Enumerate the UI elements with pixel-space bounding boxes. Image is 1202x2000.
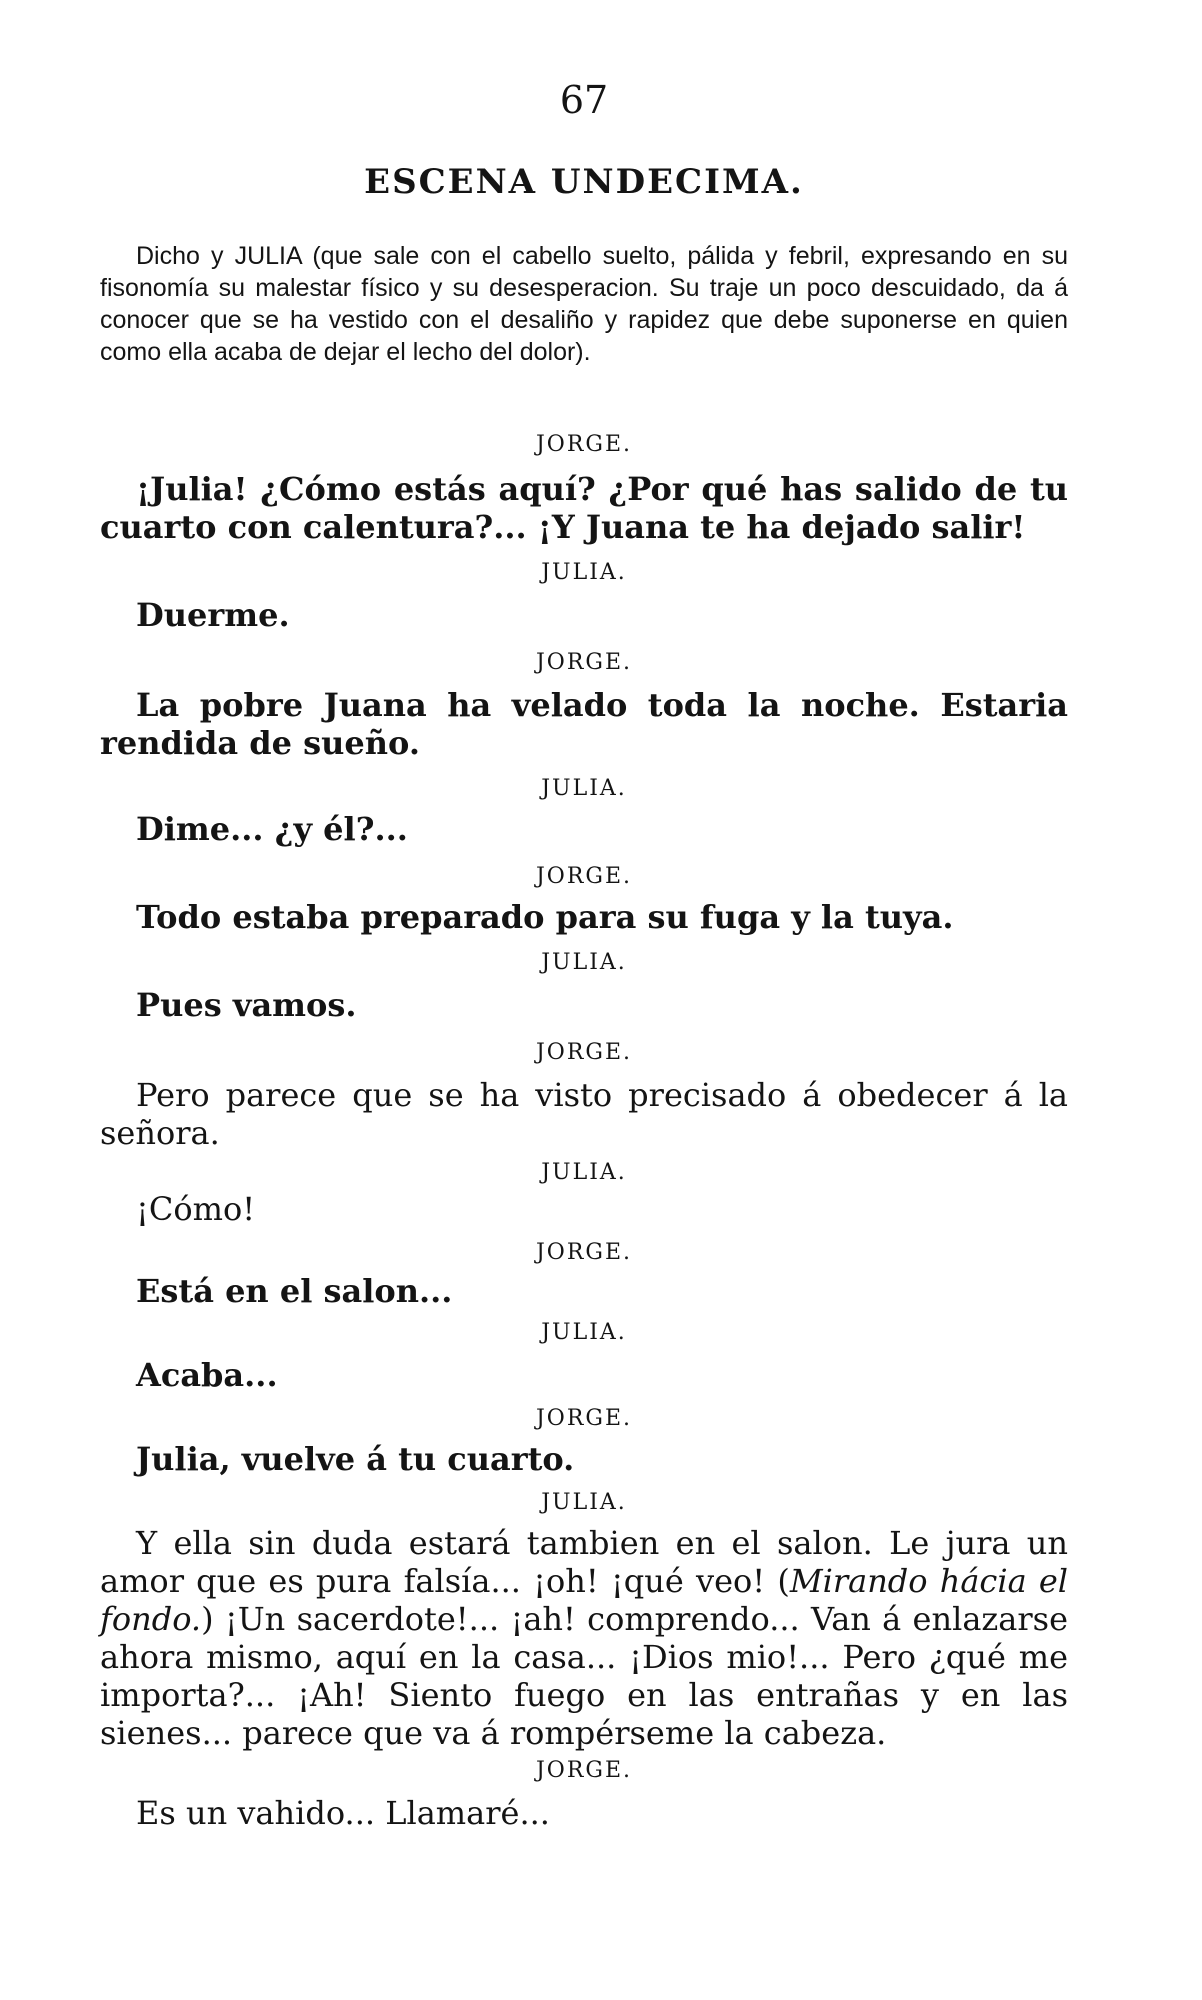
speaker-name: JORGE. <box>535 650 633 675</box>
dialogue-line: Duerme. <box>136 596 290 634</box>
page-number: 67 <box>559 78 609 122</box>
speaker-name: JULIA. <box>541 1490 627 1515</box>
speaker-name: JORGE. <box>535 864 633 889</box>
dialogue-line: ¡Cómo! <box>136 1190 256 1228</box>
speaker-name: JORGE. <box>535 1040 633 1065</box>
dialogue-line: Acaba... <box>136 1356 278 1394</box>
stage-direction: Dicho y JULIA (que sale con el cabello suelto, pálida y febril, expresando en su fisonomía su malestar físico y su desesperacion. Su traje un poco descuidado, da á conocer que se ha vestido con el desaliño y rapidez que debe suponerse en quien como ella acaba de dejar el lecho del dolor). <box>100 242 1068 366</box>
book-page <box>100 0 1068 2000</box>
speaker-name: JORGE. <box>535 1240 633 1265</box>
dialogue-line: Dime... ¿y él?... <box>136 810 408 848</box>
dialogue-line: Pues vamos. <box>136 986 357 1024</box>
speech-text: ) ¡Un sacerdote!... ¡ah! comprendo... Van á enlazarse ahora mismo, aquí en la casa... ¡Dios mio!... Pero ¿qué me importa?... ¡Ah! Siento fuego en las entrañas y en las sienes... parece que va á rompérseme la cabeza. <box>100 1600 1068 1752</box>
scene-title: ESCENA UNDECIMA. <box>364 162 804 202</box>
speaker-name: JULIA. <box>541 776 627 801</box>
speaker-name: JORGE. <box>535 1758 633 1783</box>
dialogue-line: ¡Julia! ¿Cómo estás aquí? ¿Por qué has salido de tu cuarto con calentura?... ¡Y Juana te ha dejado salir! <box>100 470 1068 546</box>
speech-text: Y ella sin duda estará tambien en el salon. Le jura un amor que es pura falsía... ¡oh! ¡qué veo! ( <box>100 1524 1068 1600</box>
speaker-name: JULIA. <box>541 1320 627 1345</box>
speaker-name: JORGE. <box>535 1406 633 1431</box>
dialogue-line <box>100 1524 1068 1752</box>
dialogue-line: Julia, vuelve á tu cuarto. <box>136 1440 575 1478</box>
dialogue-line: Pero parece que se ha visto precisado á obedecer á la señora. <box>100 1076 1068 1152</box>
dialogue-line: La pobre Juana ha velado toda la noche. Estaria rendida de sueño. <box>100 686 1068 762</box>
speaker-name: JORGE. <box>535 432 633 457</box>
stage-direction-inline: Mirando hácia el fondo. <box>100 1562 1069 1638</box>
dialogue-line: Es un vahido... Llamaré... <box>136 1794 550 1832</box>
speaker-name: JULIA. <box>541 950 627 975</box>
speaker-name: JULIA. <box>541 560 627 585</box>
dialogue-line: Está en el salon... <box>136 1272 453 1310</box>
speaker-name: JULIA. <box>541 1160 627 1185</box>
dialogue-line: Todo estaba preparado para su fuga y la tuya. <box>136 898 954 936</box>
